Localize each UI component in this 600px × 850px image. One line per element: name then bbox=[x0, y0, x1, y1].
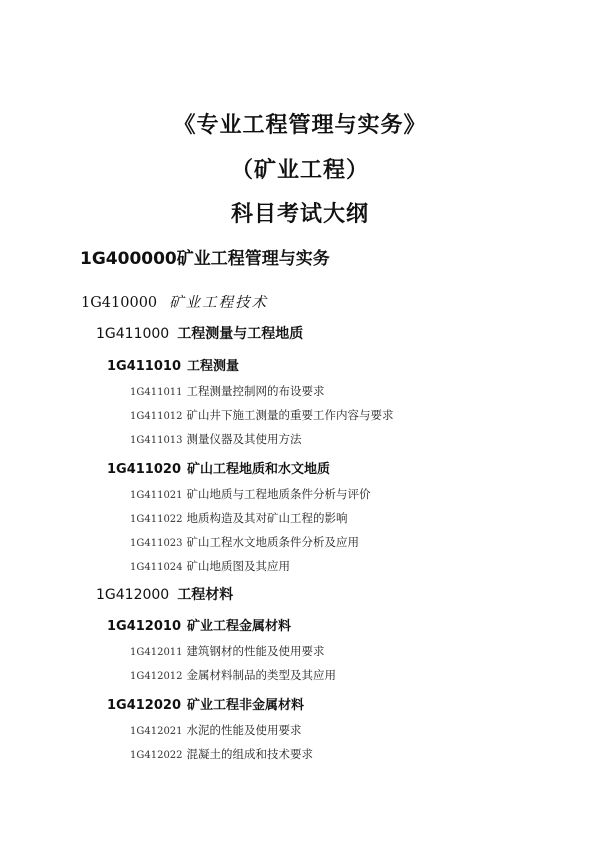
section-code: 1G412000 bbox=[96, 587, 170, 603]
item-code: 1G411024 bbox=[130, 562, 183, 573]
subsection-heading bbox=[107, 355, 239, 374]
list-item bbox=[130, 534, 359, 550]
section-text: 工程材料 bbox=[177, 587, 234, 603]
subsection-text: 工程测量 bbox=[187, 359, 240, 374]
item-text: 地质构造及其对矿山工程的影响 bbox=[186, 511, 348, 525]
item-code: 1G412021 bbox=[130, 726, 183, 737]
outline-text: 矿业工程技术 bbox=[169, 295, 269, 311]
subsection-code: 1G412010 bbox=[107, 619, 181, 634]
subsection-code: 1G412020 bbox=[107, 698, 181, 713]
list-item bbox=[130, 558, 290, 574]
subsection-text: 矿业工程金属材料 bbox=[187, 619, 292, 634]
item-code: 1G411012 bbox=[130, 411, 183, 422]
subsection-code: 1G411010 bbox=[107, 359, 181, 374]
subsection-code: 1G411020 bbox=[107, 462, 181, 477]
subsection-text: 矿山工程地质和水文地质 bbox=[187, 462, 331, 477]
section-heading bbox=[96, 584, 233, 604]
subsection-heading bbox=[107, 615, 291, 634]
subsection-heading bbox=[107, 694, 304, 713]
section-text: 工程测量与工程地质 bbox=[177, 326, 304, 342]
item-text: 混凝土的组成和技术要求 bbox=[186, 747, 314, 761]
list-item bbox=[130, 667, 336, 683]
doc-heading: 科目考试大纲 bbox=[230, 202, 369, 227]
item-text: 矿山地质与工程地质条件分析与评价 bbox=[186, 487, 371, 501]
item-code: 1G411011 bbox=[130, 387, 183, 398]
list-item bbox=[130, 486, 371, 502]
subsection-heading bbox=[107, 458, 330, 477]
item-code: 1G412022 bbox=[130, 750, 183, 761]
subsection-text: 矿业工程非金属材料 bbox=[187, 698, 305, 713]
list-item bbox=[130, 722, 302, 738]
list-item bbox=[130, 383, 325, 399]
list-item bbox=[130, 407, 394, 423]
item-code: 1G412011 bbox=[130, 647, 183, 658]
list-item bbox=[130, 746, 313, 762]
item-text: 金属材料制品的类型及其应用 bbox=[186, 668, 337, 682]
item-text: 矿山工程水文地质条件分析及应用 bbox=[186, 535, 360, 549]
item-code: 1G412012 bbox=[130, 671, 183, 682]
doc-title: 《专业工程管理与实务》 bbox=[173, 113, 427, 138]
item-text: 水泥的性能及使用要求 bbox=[186, 723, 302, 737]
item-text: 工程测量控制网的布设要求 bbox=[186, 384, 325, 398]
list-item bbox=[130, 431, 302, 447]
item-code: 1G411023 bbox=[130, 538, 183, 549]
outline-code: 1G410000 bbox=[81, 295, 158, 311]
outline-level2 bbox=[81, 291, 268, 312]
section-code: 1G411000 bbox=[96, 326, 170, 342]
list-item bbox=[130, 643, 325, 659]
doc-subtitle: （矿业工程） bbox=[230, 158, 369, 183]
outline-level1: 1G400000矿业工程管理与实务 bbox=[80, 249, 330, 269]
item-text: 建筑钢材的性能及使用要求 bbox=[186, 644, 325, 658]
item-text: 测量仪器及其使用方法 bbox=[186, 432, 302, 446]
list-item bbox=[130, 510, 348, 526]
item-code: 1G411021 bbox=[130, 490, 183, 501]
item-code: 1G411013 bbox=[130, 435, 183, 446]
section-heading bbox=[96, 323, 303, 343]
item-text: 矿山井下施工测量的重要工作内容与要求 bbox=[186, 408, 394, 422]
item-code: 1G411022 bbox=[130, 514, 183, 525]
item-text: 矿山地质图及其应用 bbox=[186, 559, 291, 573]
